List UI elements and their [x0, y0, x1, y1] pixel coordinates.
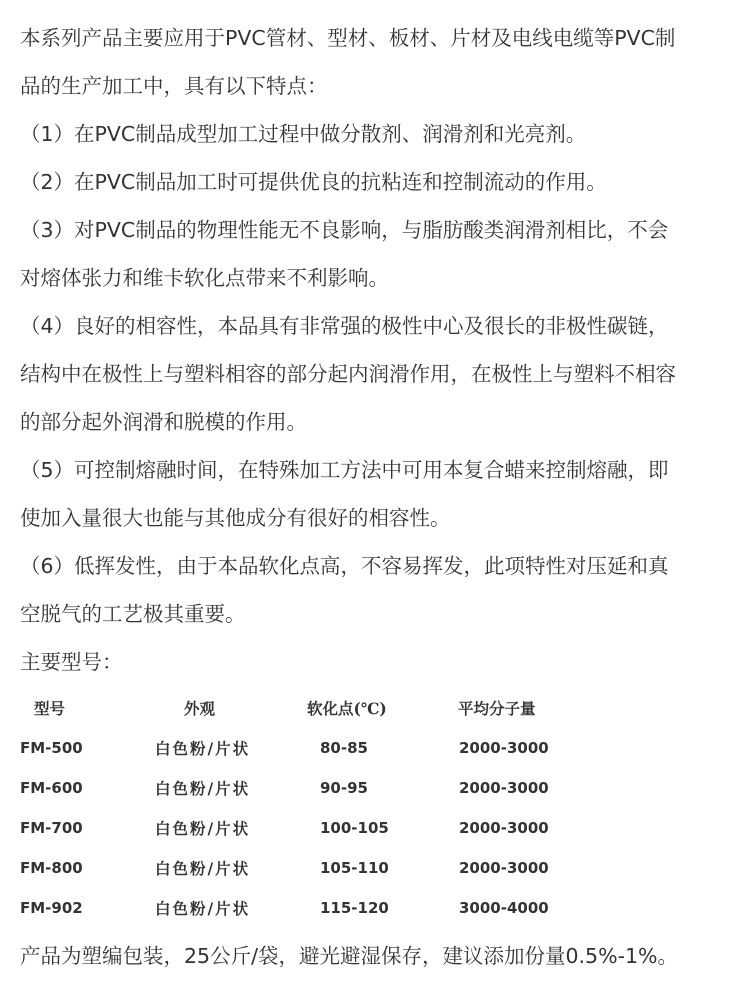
feature-line: 空脱气的工艺极其重要。 — [20, 602, 246, 626]
feature-5 — [20, 446, 732, 542]
header-appearance: 外观 — [184, 699, 216, 718]
cell-appearance: 白色粉/片状 — [155, 859, 251, 878]
feature-line: （3）对PVC制品的物理性能无不良影响，与脂肪酸类润滑剂相比，不会 — [20, 218, 669, 242]
table-row — [20, 888, 644, 928]
header-softening-point: 软化点(℃) — [307, 699, 387, 718]
feature-line: 使加入量很大也能与其他成分有很好的相容性。 — [20, 506, 451, 530]
header-model: 型号 — [34, 699, 66, 718]
cell-appearance: 白色粉/片状 — [155, 779, 251, 798]
cell-model: FM-902 — [20, 899, 83, 917]
cell-molecular-weight: 2000-3000 — [459, 779, 549, 797]
table-header-row — [20, 688, 644, 728]
cell-molecular-weight: 2000-3000 — [459, 739, 549, 757]
feature-line: （4）良好的相容性，本品具有非常强的极性中心及很长的非极性碳链， — [20, 314, 669, 338]
cell-softening-point: 90-95 — [320, 779, 368, 797]
table-row — [20, 848, 644, 888]
feature-line: 的部分起外润滑和脱模的作用。 — [20, 410, 307, 434]
feature-line: （5）可控制熔融时间，在特殊加工方法中可用本复合蜡来控制熔融，即 — [20, 458, 669, 482]
models-heading: 主要型号： — [20, 650, 123, 674]
cell-softening-point: 105-110 — [320, 859, 389, 877]
cell-model: FM-600 — [20, 779, 83, 797]
feature-line: 对熔体张力和维卡软化点带来不利影响。 — [20, 266, 389, 290]
cell-molecular-weight: 2000-3000 — [459, 819, 549, 837]
cell-appearance: 白色粉/片状 — [155, 899, 251, 918]
feature-2 — [20, 158, 732, 206]
feature-line: 结构中在极性上与塑料相容的部分起内润滑作用，在极性上与塑料不相容 — [20, 362, 676, 386]
table-row — [20, 728, 644, 768]
feature-line: （1）在PVC制品成型加工过程中做分散剂、润滑剂和光亮剂。 — [20, 122, 587, 146]
feature-6 — [20, 542, 732, 638]
cell-softening-point: 100-105 — [320, 819, 389, 837]
feature-3 — [20, 206, 732, 302]
cell-molecular-weight: 3000-4000 — [459, 899, 549, 917]
feature-4 — [20, 302, 732, 446]
product-description — [20, 14, 732, 980]
cell-model: FM-500 — [20, 739, 83, 757]
table-row — [20, 768, 644, 808]
cell-softening-point: 80-85 — [320, 739, 368, 757]
header-molecular-weight: 平均分子量 — [458, 699, 536, 718]
intro-line-2: 品的生产加工中，具有以下特点： — [20, 74, 328, 98]
cell-appearance: 白色粉/片状 — [155, 739, 251, 758]
intro-line-1: 本系列产品主要应用于PVC管材、型材、板材、片材及电线电缆等PVC制 — [20, 26, 676, 50]
cell-model: FM-800 — [20, 859, 83, 877]
feature-line: （2）在PVC制品加工时可提供优良的抗粘连和控制流动的作用。 — [20, 170, 607, 194]
packaging-note: 产品为塑编包装，25公斤/袋，避光避湿保存，建议添加份量0.5%-1%。 — [20, 944, 678, 968]
models-table — [20, 688, 644, 928]
feature-1 — [20, 110, 732, 158]
feature-line: （6）低挥发性，由于本品软化点高，不容易挥发，此项特性对压延和真 — [20, 554, 669, 578]
cell-molecular-weight: 2000-3000 — [459, 859, 549, 877]
cell-model: FM-700 — [20, 819, 83, 837]
cell-softening-point: 115-120 — [320, 899, 389, 917]
cell-appearance: 白色粉/片状 — [155, 819, 251, 838]
table-row — [20, 808, 644, 848]
